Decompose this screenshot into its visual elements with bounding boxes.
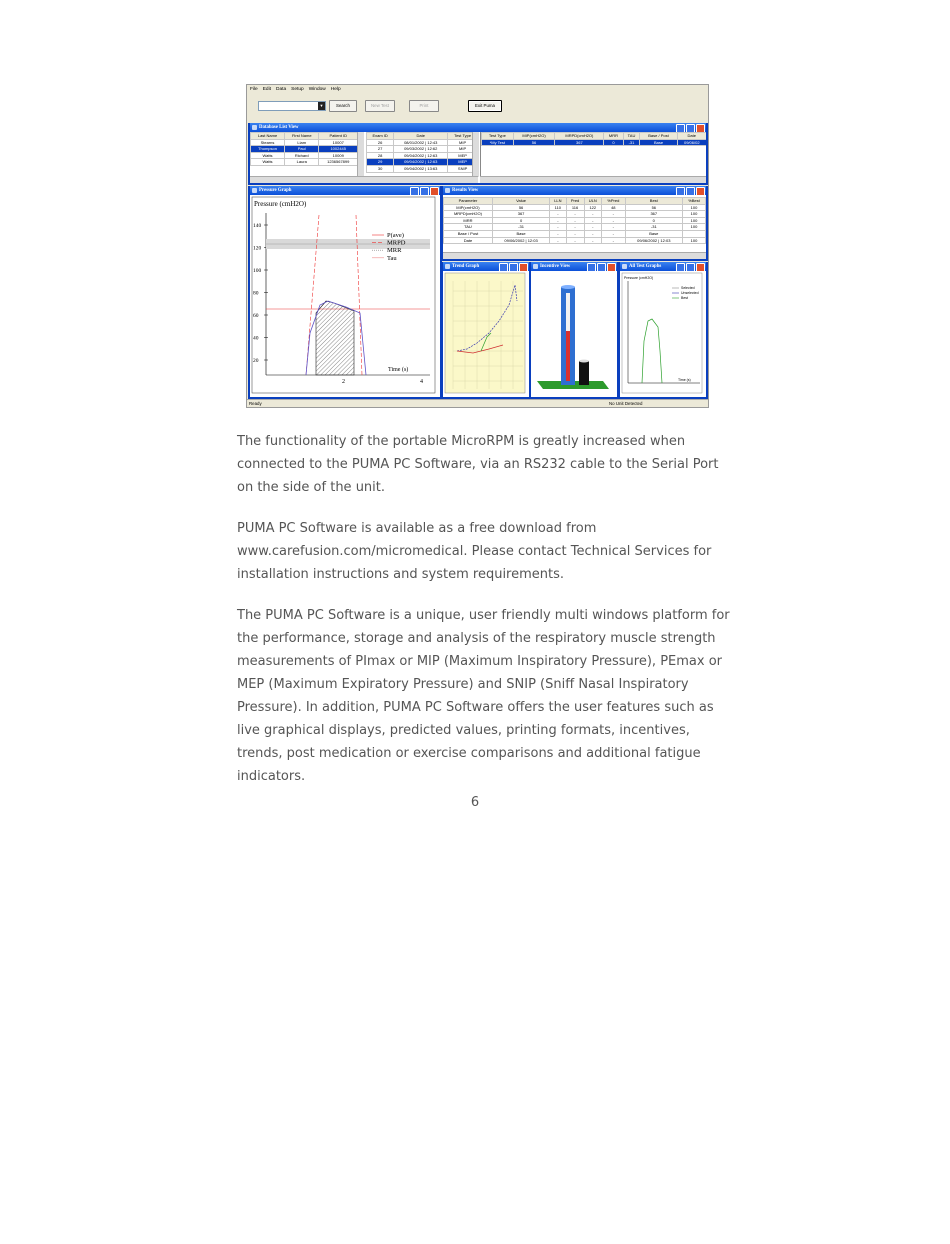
column-header[interactable]: %Best [682,198,705,205]
results-hscrollbar[interactable] [443,252,706,259]
patient-search-select[interactable] [258,101,326,111]
close-icon[interactable] [696,187,705,196]
test-table [481,132,707,146]
result-row[interactable] [444,230,706,237]
table-cell: - [584,211,601,218]
table-cell: 09/06/2002 | 12:03 [492,237,549,244]
maximize-icon[interactable] [686,187,695,196]
table-cell: 122 [584,204,601,211]
table-cell: 29 [367,159,394,166]
table-cell: - [601,237,625,244]
chevron-down-icon[interactable]: ▼ [319,103,324,108]
y-tick-label: 140 [253,223,262,229]
table-cell: 27 [367,146,394,153]
database-list-title: Database List View [250,123,706,132]
table-cell: 56 [625,204,682,211]
pressure-graph-window [248,186,442,399]
session-row[interactable] [367,165,478,172]
patient-row[interactable] [251,152,358,159]
incentive-graphic [531,271,617,397]
column-header[interactable]: LLN [550,198,566,205]
legend-entry: Unselected [681,291,699,295]
session-row[interactable] [367,146,478,153]
menu-edit[interactable]: Edit [262,87,272,92]
table-cell: 0 [625,217,682,224]
column-header[interactable]: Date [677,133,706,140]
table-cell: Base / Post [444,230,493,237]
table-cell: -31 [625,224,682,231]
page-number: 6 [470,795,480,810]
session-list [366,132,478,177]
all-tests-chart [620,271,706,397]
table-cell: - [550,237,566,244]
status-bar [247,399,708,407]
legend-entry: P(ave) [387,232,404,239]
trend-graph-window [441,262,531,399]
results-window [441,186,708,261]
result-row[interactable] [444,224,706,231]
column-header[interactable]: Value [492,198,549,205]
column-header[interactable]: TAU [623,133,640,140]
table-cell: - [566,230,584,237]
database-hscrollbar[interactable] [250,176,478,183]
result-row[interactable] [444,204,706,211]
column-header[interactable]: First Name [285,133,319,140]
table-cell: 56 [492,204,549,211]
table-cell: 10007 [319,139,358,146]
all-tests-x-label: Time (s) [678,378,691,382]
pressure-graph-title: Pressure Graph [250,186,440,195]
session-row[interactable] [367,152,478,159]
result-row[interactable] [444,211,706,218]
table-cell: - [550,211,566,218]
y-tick-label: 60 [253,313,259,319]
menu-data[interactable]: Data [276,87,287,92]
maximize-icon[interactable] [509,263,518,272]
all-test-graphs-window [618,262,708,399]
toolbar [247,95,708,117]
maximize-icon[interactable] [686,263,695,272]
table-cell: - [601,224,625,231]
table-cell: MEP [448,152,478,159]
table-cell: 367 [625,211,682,218]
session-table [366,132,478,173]
table-cell: Stearns [251,139,285,146]
menu-help[interactable]: Help [330,87,341,92]
minimize-icon[interactable] [676,187,685,196]
pressure-x-label: Time (s) [388,367,409,373]
table-cell: - [584,217,601,224]
legend-entry: MRPD [387,239,406,247]
y-tick-label: 20 [253,358,259,364]
table-cell: MIP(cmH2O) [444,204,493,211]
close-icon[interactable] [519,263,528,272]
table-cell: - [566,237,584,244]
column-header[interactable]: MRPD(cmH2O) [555,133,604,140]
table-cell: MIP [448,146,478,153]
table-cell: Watts [251,159,285,166]
table-cell: - [601,217,625,224]
table-cell: 09/04/2002 | 12:63 [394,152,448,159]
table-cell: -31 [492,224,549,231]
patient-list-scrollbar[interactable] [357,132,364,177]
y-tick-label: 100 [253,268,262,274]
table-cell: Watts [251,152,285,159]
table-cell: 367 [555,139,604,146]
maximize-icon[interactable] [597,263,606,272]
table-cell: 100 [682,204,705,211]
minimize-icon[interactable] [410,187,419,196]
print-button[interactable]: Print [409,100,439,112]
x-tick-label: 4 [420,379,423,385]
table-cell [682,230,705,237]
table-cell: Base [492,230,549,237]
legend-entry: Best [681,296,689,300]
table-cell: 56 [513,139,555,146]
table-cell: Base [640,139,677,146]
table-cell: Liam [285,139,319,146]
table-cell: - [550,224,566,231]
minimize-icon[interactable] [499,263,508,272]
incentive-title: Incentive View [531,262,617,271]
column-header[interactable]: MIP(cmH2O) [513,133,555,140]
trend-chart [443,271,529,397]
table-cell: *My Test [482,139,514,146]
legend-entry: Tau [387,254,397,262]
table-cell: 08/01/2002 | 12:43 [394,139,448,146]
session-list-scrollbar[interactable] [472,132,479,177]
table-cell: 0 [604,139,623,146]
test-row[interactable] [482,139,707,146]
x-tick-label: 2 [342,379,345,385]
table-cell: 10009 [319,152,358,159]
table-cell: Paul [285,146,319,153]
all-tests-y-label: Pressure (cmH2O) [624,276,654,280]
result-row[interactable] [444,217,706,224]
legend-entry: MRR [387,247,402,255]
table-cell: SNIP [448,165,478,172]
paragraph-download: PUMA PC Software is available as a free download from www.carefusion.com/micromedical. Please contact Technical Services for installation instructions and system requirements. [237,521,712,582]
column-header[interactable]: Exam ID [367,133,394,140]
column-header[interactable]: Patient ID [319,133,358,140]
column-header[interactable]: Last Name [251,133,285,140]
test-list [480,132,707,177]
table-cell: - [566,224,584,231]
table-cell: - [550,230,566,237]
results-grid [443,197,706,244]
table-cell: 1236567899 [319,159,358,166]
table-cell: 0 [492,217,549,224]
column-header[interactable]: Test Type [448,133,478,140]
table-cell: 26 [367,139,394,146]
table-cell: 09/06/02 [677,139,706,146]
maximize-icon[interactable] [420,187,429,196]
search-button[interactable]: Search [329,100,357,112]
table-cell: 09/03/2002 | 12:62 [394,146,448,153]
table-cell: 100 [682,211,705,218]
y-tick-label: 120 [253,245,262,252]
table-cell: 30 [367,165,394,172]
table-cell: 28 [367,152,394,159]
table-cell: - [584,224,601,231]
table-cell: 100 [682,224,705,231]
patient-row[interactable] [251,146,358,153]
patient-table [250,132,358,166]
result-row[interactable] [444,237,706,244]
session-row[interactable] [367,159,478,166]
menu-bar [247,85,709,94]
column-header[interactable]: Date [394,133,448,140]
table-cell: 116 [566,204,584,211]
new-test-button[interactable]: New Test [365,100,395,112]
y-tick-label: 40 [253,335,259,342]
close-icon[interactable] [696,263,705,272]
table-cell: - [566,211,584,218]
table-cell: Laura [285,159,319,166]
pressure-chart [250,195,440,397]
menu-file[interactable]: File [250,87,258,92]
minimize-icon[interactable] [587,263,596,272]
menu-window[interactable]: Window [308,87,326,92]
all-test-graphs-title: All Test Graphs [620,262,706,271]
menu-setup[interactable]: Setup [291,87,304,92]
patient-list [250,132,358,177]
table-cell: 1002445 [319,146,358,153]
incentive-window [529,262,619,399]
results-title: Results View [443,186,706,195]
test-list-hscrollbar[interactable] [480,176,706,183]
results-table [443,197,706,244]
table-cell: Richard [285,152,319,159]
table-cell: MEP [448,159,478,166]
table-cell: Base [625,230,682,237]
column-header[interactable]: ULN [584,198,601,205]
table-cell: Thompson [251,146,285,153]
session-row[interactable] [367,139,478,146]
column-header[interactable]: %Pred [601,198,625,205]
table-cell: 110 [550,204,566,211]
table-cell: MRPD(cmH2O) [444,211,493,218]
puma-software-screenshot [246,84,709,408]
table-cell: 100 [682,237,705,244]
paragraph-intro: The functionality of the portable MicroRPM is greatly increased when connected to the PUMA PC Software, via an RS232 cable to the Serial Port on the side of the unit. [237,434,719,495]
table-cell: 09/06/2002 | 12:03 [625,237,682,244]
patient-row[interactable] [251,159,358,166]
table-cell: 09/04/2002 | 13:63 [394,165,448,172]
table-cell: 09/04/2002 | 12:63 [394,159,448,166]
patient-row[interactable] [251,139,358,146]
unit-status: No Unit Detected [609,401,643,406]
pressure-y-label: Pressure (cmH2O) [254,200,307,208]
legend-entry: Selected [681,286,695,290]
minimize-icon[interactable] [676,263,685,272]
exit-puma-button[interactable]: Exit Puma [468,100,502,112]
column-header[interactable]: Parameter [444,198,493,205]
table-cell: 48 [601,204,625,211]
column-header[interactable]: Test Type [482,133,514,140]
table-cell: 367 [492,211,549,218]
table-cell: - [601,230,625,237]
close-icon[interactable] [607,263,616,272]
table-cell: - [550,217,566,224]
table-cell: - [566,217,584,224]
table-cell: TAU [444,224,493,231]
table-cell: -31 [623,139,640,146]
y-tick-label: 80 [253,290,259,297]
table-cell: - [601,211,625,218]
trend-graph-title: Trend Graph [443,262,529,271]
table-cell: - [584,230,601,237]
column-header[interactable]: Pred [566,198,584,205]
table-cell: MIP [448,139,478,146]
table-cell: Date [444,237,493,244]
column-header[interactable]: Best [625,198,682,205]
paragraph-features: The PUMA PC Software is a unique, user friendly multi windows platform for the performance, storage and analysis of the respiratory muscle strength measurements of PImax or MIP (Maximum Inspiratory Pressure), PEmax or MEP (Maximum Expiratory Pressure) and SNIP (Sniff Nasal Inspiratory Pressure). In addition, PUMA PC Software offers the user features such as live graphical displays, predicted values, printing formats, incentives, trends, post medication or exercise comparisons and additional fatigue indicators. [237,608,730,784]
table-cell: - [584,237,601,244]
database-list-window [248,123,708,185]
table-cell: MRR [444,217,493,224]
column-header[interactable]: MRR [604,133,623,140]
status-text: Ready [249,401,262,406]
column-header[interactable]: Base / Post [640,133,677,140]
table-cell: 100 [682,217,705,224]
close-icon[interactable] [430,187,439,196]
